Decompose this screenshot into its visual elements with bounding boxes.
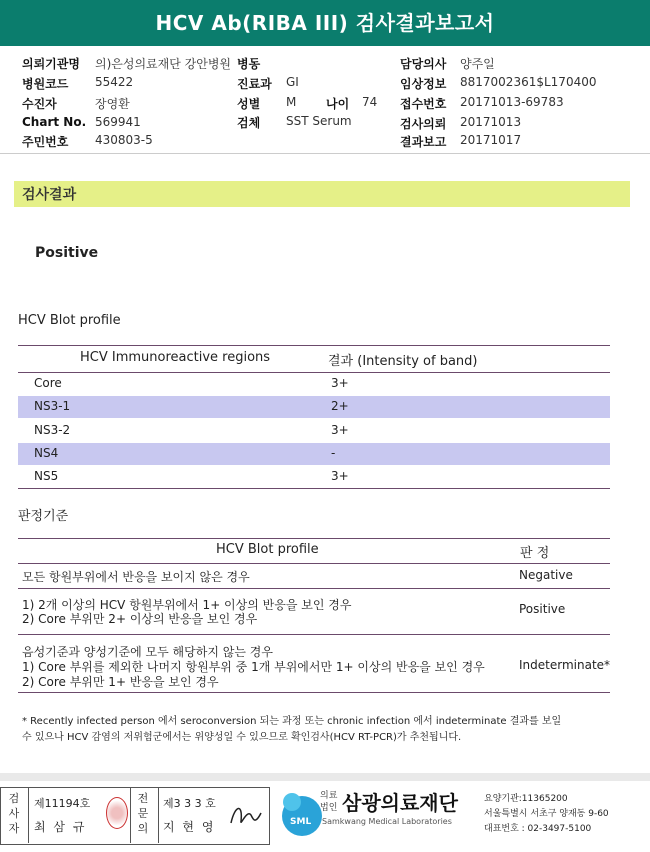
result-section-band bbox=[14, 181, 630, 207]
sex-label: 성별 bbox=[237, 97, 261, 111]
criteria-text: 음성기준과 양성기준에 모두 해당하지 않는 경우 bbox=[22, 645, 273, 659]
seal-stamp bbox=[106, 797, 128, 829]
criteria-result: Indeterminate* bbox=[519, 658, 611, 672]
request-value: 20171013 bbox=[460, 115, 522, 129]
inspector-label: 검사자 bbox=[8, 792, 20, 835]
patient-label: 수진자 bbox=[22, 97, 57, 111]
criteria-header-divider bbox=[18, 563, 610, 564]
profile-col-regions: HCV Immunoreactive regions bbox=[80, 350, 271, 365]
profile-title: HCV Blot profile bbox=[18, 313, 121, 328]
specialist-license: 제3 3 3 호 bbox=[163, 797, 216, 810]
profile-header-divider bbox=[18, 372, 610, 373]
specialist-label: 전문의 bbox=[137, 792, 149, 835]
header-divider bbox=[0, 153, 650, 154]
criteria-table-top bbox=[18, 538, 610, 539]
org-phone: 대표번호 : 02-3497-5100 bbox=[484, 824, 592, 834]
age-label: 나이 bbox=[326, 97, 350, 111]
criteria-table-bottom bbox=[18, 692, 610, 693]
receipt-label: 접수번호 bbox=[400, 97, 447, 111]
criteria-text: 2) Core 부위만 2+ 이상의 반응을 보인 경우 bbox=[22, 612, 258, 626]
signature-sep bbox=[158, 787, 159, 843]
region-cell: NS4 bbox=[34, 446, 59, 460]
receipt-value: 20171013-69783 bbox=[460, 95, 564, 109]
signature-sep bbox=[28, 787, 29, 843]
result-cell: - bbox=[331, 446, 336, 460]
report-label: 결과보고 bbox=[400, 135, 447, 149]
criteria-text: 모든 항원부위에서 반응을 보이지 않은 경우 bbox=[22, 570, 250, 584]
inspector-name: 최 삼 규 bbox=[34, 820, 87, 834]
report-title: HCV Ab(RIBA III) 검사결과보고서 bbox=[0, 0, 650, 46]
criteria-result: Positive bbox=[519, 602, 566, 616]
corp-label bbox=[320, 790, 337, 814]
result-cell: 3+ bbox=[331, 423, 349, 437]
criteria-col-profile: HCV Blot profile bbox=[216, 542, 319, 557]
criteria-title: 판정기준 bbox=[18, 509, 69, 524]
criteria-col-judgement: 판 정 bbox=[520, 546, 550, 561]
doctor-label: 담당의사 bbox=[400, 57, 447, 71]
corp-label-line2: 법인 bbox=[320, 803, 338, 813]
profile-row-highlight bbox=[18, 396, 610, 418]
specimen-label: 검체 bbox=[237, 116, 261, 130]
dept-label: 진료과 bbox=[237, 77, 272, 91]
result-cell: 3+ bbox=[331, 376, 349, 390]
signature-sep bbox=[130, 787, 131, 843]
profile-table-bottom bbox=[18, 488, 610, 489]
signature-mark bbox=[225, 795, 265, 835]
specialist-name: 지 현 영 bbox=[163, 820, 216, 834]
region-cell: Core bbox=[34, 376, 62, 390]
profile-col-result: 결과 (Intensity of band) bbox=[328, 354, 478, 369]
footnote-line-2: 수 있으나 HCV 감염의 저위험군에서는 위양성일 수 있으므로 확인검사(HCV RT-PCR)가 추천됩니다. bbox=[22, 732, 462, 743]
id-value: 430803-5 bbox=[95, 133, 153, 147]
region-cell: NS3-1 bbox=[34, 399, 71, 413]
doctor-value: 양주일 bbox=[460, 57, 495, 71]
org-address: 서울특별시 서초구 양재동 9-60 bbox=[484, 809, 609, 819]
institution-code: 요양기관:11365200 bbox=[484, 794, 568, 804]
chart-value: 569941 bbox=[95, 115, 141, 129]
result-value: Positive bbox=[35, 245, 99, 261]
sml-logo-icon bbox=[272, 786, 324, 838]
clinic-label: 임상정보 bbox=[400, 77, 447, 91]
org-english-name: Samkwang Medical Laboratories bbox=[322, 817, 452, 826]
code-label: 병원코드 bbox=[22, 77, 69, 91]
result-section-title: 검사결과 bbox=[22, 187, 77, 203]
code-value: 55422 bbox=[95, 75, 134, 89]
criteria-text: 2) Core 부위만 1+ 반응을 보인 경우 bbox=[22, 675, 219, 689]
result-cell: 3+ bbox=[331, 469, 349, 483]
report-value: 20171017 bbox=[460, 133, 522, 147]
ward-label: 병동 bbox=[237, 57, 261, 71]
sex-value: M bbox=[286, 95, 297, 109]
clinic-value: 8817002361$L170400 bbox=[460, 75, 597, 89]
logo-text: SML bbox=[290, 817, 312, 827]
criteria-row-divider bbox=[18, 588, 610, 589]
dept-value: GI bbox=[286, 75, 299, 89]
criteria-row-divider bbox=[18, 634, 610, 635]
criteria-result: Negative bbox=[519, 568, 573, 582]
specimen-value: SST Serum bbox=[286, 114, 352, 128]
hospital-value: 의)은성의료재단 강안병원 bbox=[95, 57, 232, 71]
corp-label-line1: 의료 bbox=[320, 791, 338, 801]
age-value: 74 bbox=[362, 95, 378, 109]
criteria-text: 1) 2개 이상의 HCV 항원부위에서 1+ 이상의 반응을 보인 경우 bbox=[22, 598, 352, 612]
request-label: 검사의뢰 bbox=[400, 117, 447, 131]
footer-divider bbox=[0, 773, 650, 781]
inspector-license: 제11194호 bbox=[34, 797, 91, 810]
criteria-text: 1) Core 부위를 제외한 나머지 항원부위 중 1개 부위에서만 1+ 이상의 반응을 보인 경우 bbox=[22, 660, 485, 674]
profile-row-highlight bbox=[18, 443, 610, 465]
hospital-label: 의뢰기관명 bbox=[22, 57, 80, 71]
region-cell: NS5 bbox=[34, 469, 59, 483]
profile-table-top bbox=[18, 345, 610, 346]
result-cell: 2+ bbox=[331, 399, 349, 413]
chart-label: Chart No. bbox=[22, 115, 87, 129]
id-label: 주민번호 bbox=[22, 135, 69, 149]
footnote-line-1: * Recently infected person 에서 seroconversion 되는 과정 또는 chronic infection 에서 indeterminate 결과를 보일 bbox=[22, 716, 562, 727]
org-name: 삼광의료재단 bbox=[342, 791, 458, 815]
region-cell: NS3-2 bbox=[34, 423, 71, 437]
patient-value: 장영환 bbox=[95, 97, 130, 111]
